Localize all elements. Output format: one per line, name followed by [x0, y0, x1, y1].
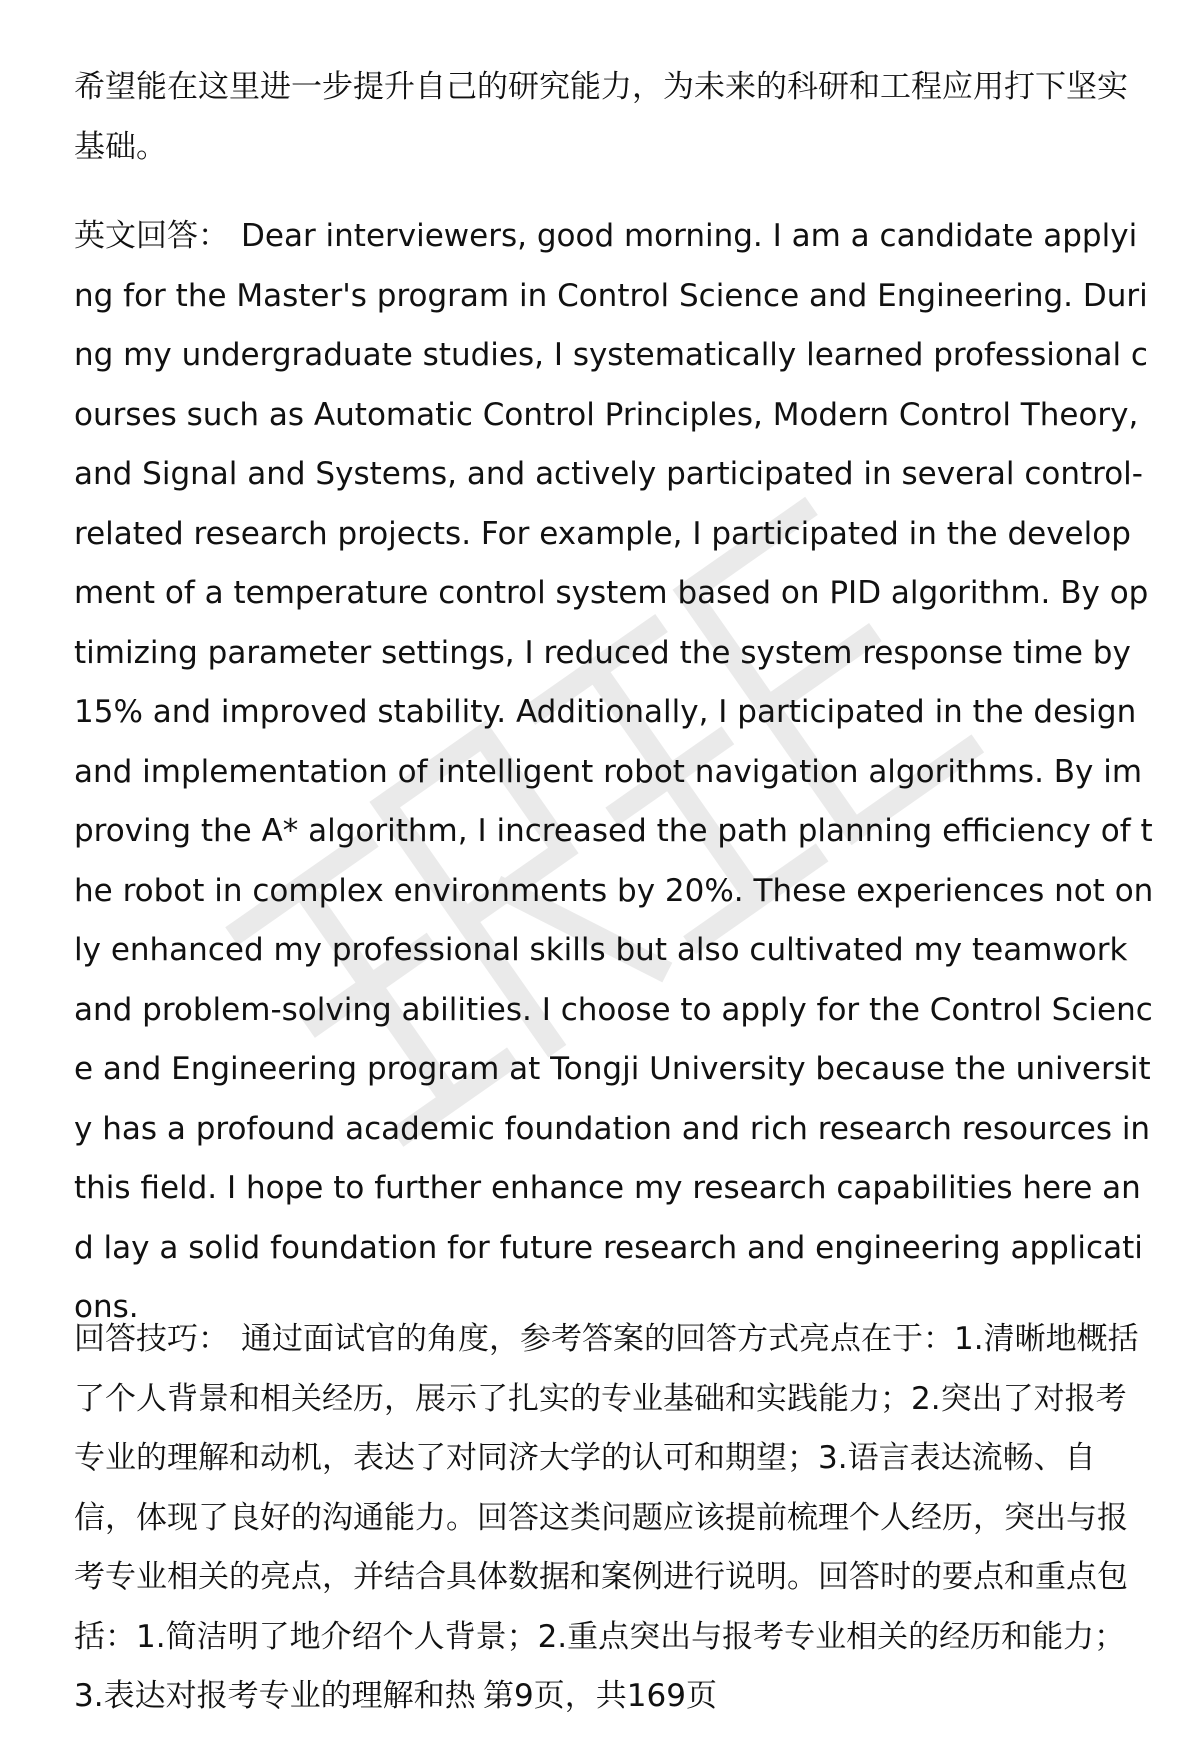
english-answer-text: Dear interviewers, good morning. I am a candidate applying for the Master's program in Control Science and Engineering. During my undergraduate studies, I systematically learned professional courses such as Automatic Control Principles, Modern Control Theory, and Signal and Systems, and actively participated in several control-related research projects. For example, I participated in the development of a temperature control system based on PID algorithm. By optimizing parameter settings, I reduced the system response time by 15% and improved stability. Additionally, I participated in the design and implementation of intelligent robot navigation algorithms. By improving the A* algorithm, I increased the path planning efficiency of the robot in complex environments by 20%. These experiences not only enhanced my professional skills but also cultivated my teamwork and problem-solving abilities. I choose to apply for the Control Science and Engineering program at Tongji University because the university has a profound academic foundation and rich research resources in this field. I hope to further enhance my research capabilities here and lay a solid foundation for future research and engineering applications.: [74, 218, 1160, 1325]
answer-tips-label: 回答技巧：: [74, 1321, 229, 1357]
english-answer-label: 英文回答：: [74, 218, 229, 254]
answer-tips-paragraph: [74, 1310, 1154, 1727]
intro-tail-paragraph: 希望能在这里进一步提升自己的研究能力，为未来的科研和工程应用打下坚实基础。: [74, 69, 1128, 165]
page-number: 第9页，共169页: [483, 1678, 717, 1714]
answer-tips-text: 通过面试官的角度，参考答案的回答方式亮点在于：1.清晰地概括了个人背景和相关经历，展示了扎实的专业基础和实践能力；2.突出了对报考专业的理解和动机，表达了对同济大学的认可和期望；3.语言表达流畅、自信，体现了良好的沟通能力。回答这类问题应该提前梳理个人经历，突出与报考专业相关的亮点，并结合具体数据和案例进行说明。回答时的要点和重点包括：1.简洁明了地介绍个人背景；2.重点突出与报考专业相关的经历和能力；3.表达对报考专业的理解和热: [74, 1321, 1139, 1714]
english-answer-paragraph: [74, 207, 1160, 1338]
